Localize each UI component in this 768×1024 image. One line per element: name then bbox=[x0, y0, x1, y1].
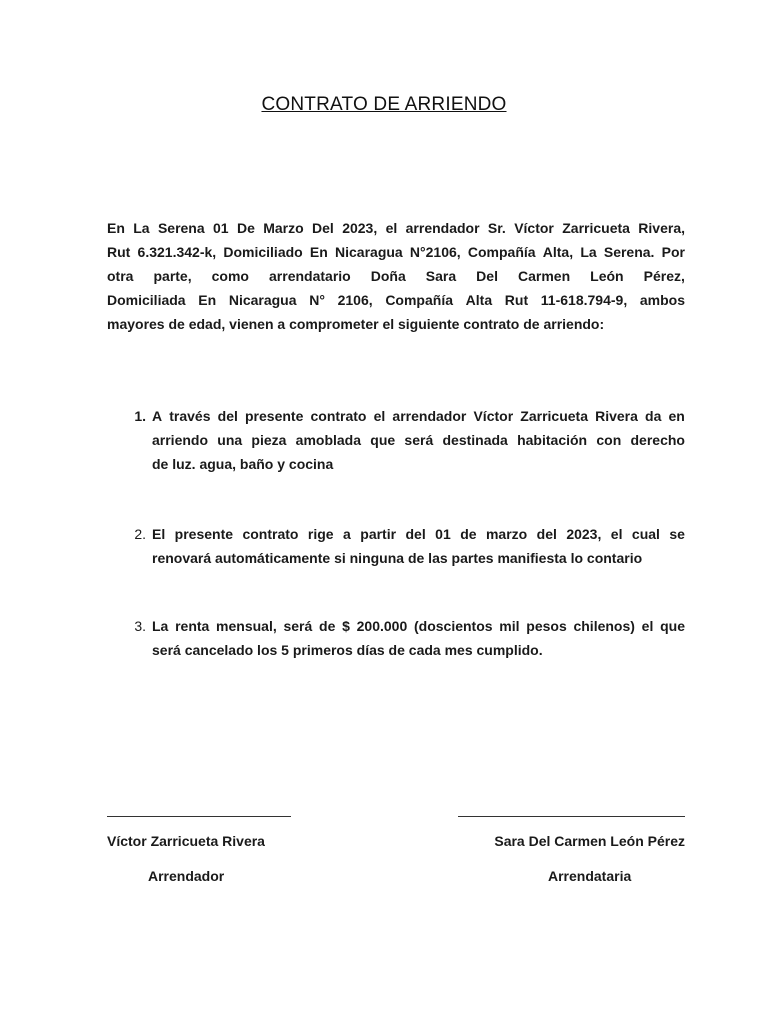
word: arrendador bbox=[405, 220, 480, 236]
word: del bbox=[405, 526, 426, 542]
word: Serena bbox=[157, 220, 205, 236]
word: renovará automáticamente si ninguna de las partes manifiesta lo contario bbox=[152, 550, 643, 566]
word: Domiciliado bbox=[223, 244, 303, 260]
word: una bbox=[217, 432, 243, 448]
word: en bbox=[668, 408, 685, 424]
word: el bbox=[385, 220, 398, 236]
word: cual bbox=[631, 526, 660, 542]
word: Víctor bbox=[473, 408, 514, 424]
word: Serena. bbox=[603, 244, 655, 260]
signer-left-name: Víctor Zarricueta Rivera bbox=[107, 833, 265, 849]
word: marzo bbox=[485, 526, 528, 542]
text-line bbox=[152, 638, 685, 662]
word: parte, bbox=[153, 268, 192, 284]
word: 2106, bbox=[337, 292, 373, 308]
word: 2023, bbox=[342, 220, 378, 236]
word: Marzo bbox=[263, 220, 304, 236]
signature-line-right bbox=[458, 816, 685, 817]
word: arrendador bbox=[392, 408, 467, 424]
word: Compañía bbox=[385, 292, 453, 308]
word: Zarricueta bbox=[562, 220, 630, 236]
word: el bbox=[610, 526, 623, 542]
word: amoblada bbox=[295, 432, 362, 448]
word: 200.000 bbox=[356, 618, 408, 634]
word: Sara bbox=[425, 268, 457, 284]
word: será bbox=[404, 432, 434, 448]
word: Domiciliada bbox=[107, 292, 186, 308]
word: N° bbox=[309, 292, 325, 308]
word: pesos bbox=[526, 618, 567, 634]
word: habitación bbox=[517, 432, 588, 448]
word: Por bbox=[661, 244, 685, 260]
text-line bbox=[107, 240, 685, 264]
word: de bbox=[460, 526, 477, 542]
word: a bbox=[343, 526, 351, 542]
word: Nicaragua bbox=[228, 292, 297, 308]
word: través bbox=[169, 408, 211, 424]
word: A bbox=[152, 408, 163, 424]
text-line bbox=[107, 312, 685, 336]
word: Víctor bbox=[514, 220, 554, 236]
word: N°2106, bbox=[409, 244, 461, 260]
word: será bbox=[283, 618, 313, 634]
word: Rivera, bbox=[638, 220, 685, 236]
word: del bbox=[217, 408, 238, 424]
word: Compañía bbox=[467, 244, 536, 260]
word: Doña bbox=[370, 268, 406, 284]
text-line bbox=[152, 546, 685, 570]
word: destinada bbox=[442, 432, 508, 448]
word: se bbox=[669, 526, 685, 542]
word: renta bbox=[175, 618, 210, 634]
word: del bbox=[536, 526, 557, 542]
word: Pérez, bbox=[643, 268, 685, 284]
word: En bbox=[198, 292, 217, 308]
word: En bbox=[309, 244, 328, 260]
word: que bbox=[660, 618, 685, 634]
word: 11-618.794-9, bbox=[540, 292, 628, 308]
text-line bbox=[152, 614, 685, 638]
word: otra bbox=[107, 268, 134, 284]
clause-number: 2. bbox=[134, 526, 146, 542]
text-line bbox=[107, 216, 685, 240]
word: presente bbox=[174, 526, 234, 542]
word: Rut bbox=[107, 244, 131, 260]
word: Rivera bbox=[595, 408, 638, 424]
word: Carmen bbox=[518, 268, 571, 284]
word: como bbox=[211, 268, 249, 284]
word: La bbox=[580, 244, 597, 260]
word: Zarricueta bbox=[520, 408, 588, 424]
word: (doscientos bbox=[413, 618, 493, 634]
word: ambos bbox=[639, 292, 685, 308]
word: Alta, bbox=[542, 244, 574, 260]
text-line bbox=[152, 428, 685, 452]
word: contrato bbox=[242, 526, 299, 542]
word: $ bbox=[342, 618, 350, 634]
contract-title: CONTRATO DE ARRIENDO bbox=[261, 94, 507, 115]
word: mil bbox=[499, 618, 520, 634]
word: de luz. agua, baño y cocina bbox=[152, 456, 334, 472]
text-line bbox=[152, 404, 685, 428]
word: En bbox=[107, 220, 125, 236]
word: mensual, bbox=[216, 618, 277, 634]
word: presente bbox=[245, 408, 304, 424]
word: Nicaragua bbox=[335, 244, 403, 260]
word: será cancelado los 5 primeros días de cada mes cumplido. bbox=[152, 642, 543, 658]
word: 2023, bbox=[566, 526, 602, 542]
signer-right-role: Arrendataria bbox=[548, 868, 632, 884]
word: León bbox=[590, 268, 624, 284]
word: 01 bbox=[435, 526, 451, 542]
word: Del bbox=[312, 220, 334, 236]
word: rige bbox=[307, 526, 334, 542]
word: partir bbox=[360, 526, 397, 542]
word: Del bbox=[476, 268, 498, 284]
clause-number: 1. bbox=[134, 408, 146, 424]
word: arriendo bbox=[152, 432, 209, 448]
intro-paragraph bbox=[107, 216, 685, 336]
word: Rut bbox=[504, 292, 529, 308]
text-line bbox=[152, 452, 685, 476]
word: da bbox=[645, 408, 662, 424]
word: Sr. bbox=[487, 220, 506, 236]
word: arrendatario bbox=[269, 268, 351, 284]
signer-left-role: Arrendador bbox=[148, 868, 225, 884]
word: mayores de edad, vienen a comprometer el siguiente contrato de arriendo: bbox=[107, 316, 605, 332]
word: Alta bbox=[465, 292, 493, 308]
signer-right-name: Sara Del Carmen León Pérez bbox=[494, 833, 685, 849]
word: el bbox=[373, 408, 386, 424]
word: con bbox=[596, 432, 622, 448]
word: que bbox=[370, 432, 396, 448]
word: de bbox=[319, 618, 336, 634]
text-line bbox=[107, 288, 685, 312]
word: 6.321.342-k, bbox=[137, 244, 217, 260]
word: derecho bbox=[630, 432, 685, 448]
word: contrato bbox=[310, 408, 367, 424]
word: La bbox=[133, 220, 150, 236]
word: pieza bbox=[251, 432, 287, 448]
text-line bbox=[152, 522, 685, 546]
clause-number: 3. bbox=[134, 618, 146, 634]
word: el bbox=[641, 618, 654, 634]
word: De bbox=[236, 220, 255, 236]
word: chilenos) bbox=[573, 618, 635, 634]
word: El bbox=[152, 526, 166, 542]
word: 01 bbox=[213, 220, 229, 236]
text-line bbox=[107, 264, 685, 288]
signature-line-left bbox=[107, 816, 291, 817]
word: La bbox=[152, 618, 169, 634]
